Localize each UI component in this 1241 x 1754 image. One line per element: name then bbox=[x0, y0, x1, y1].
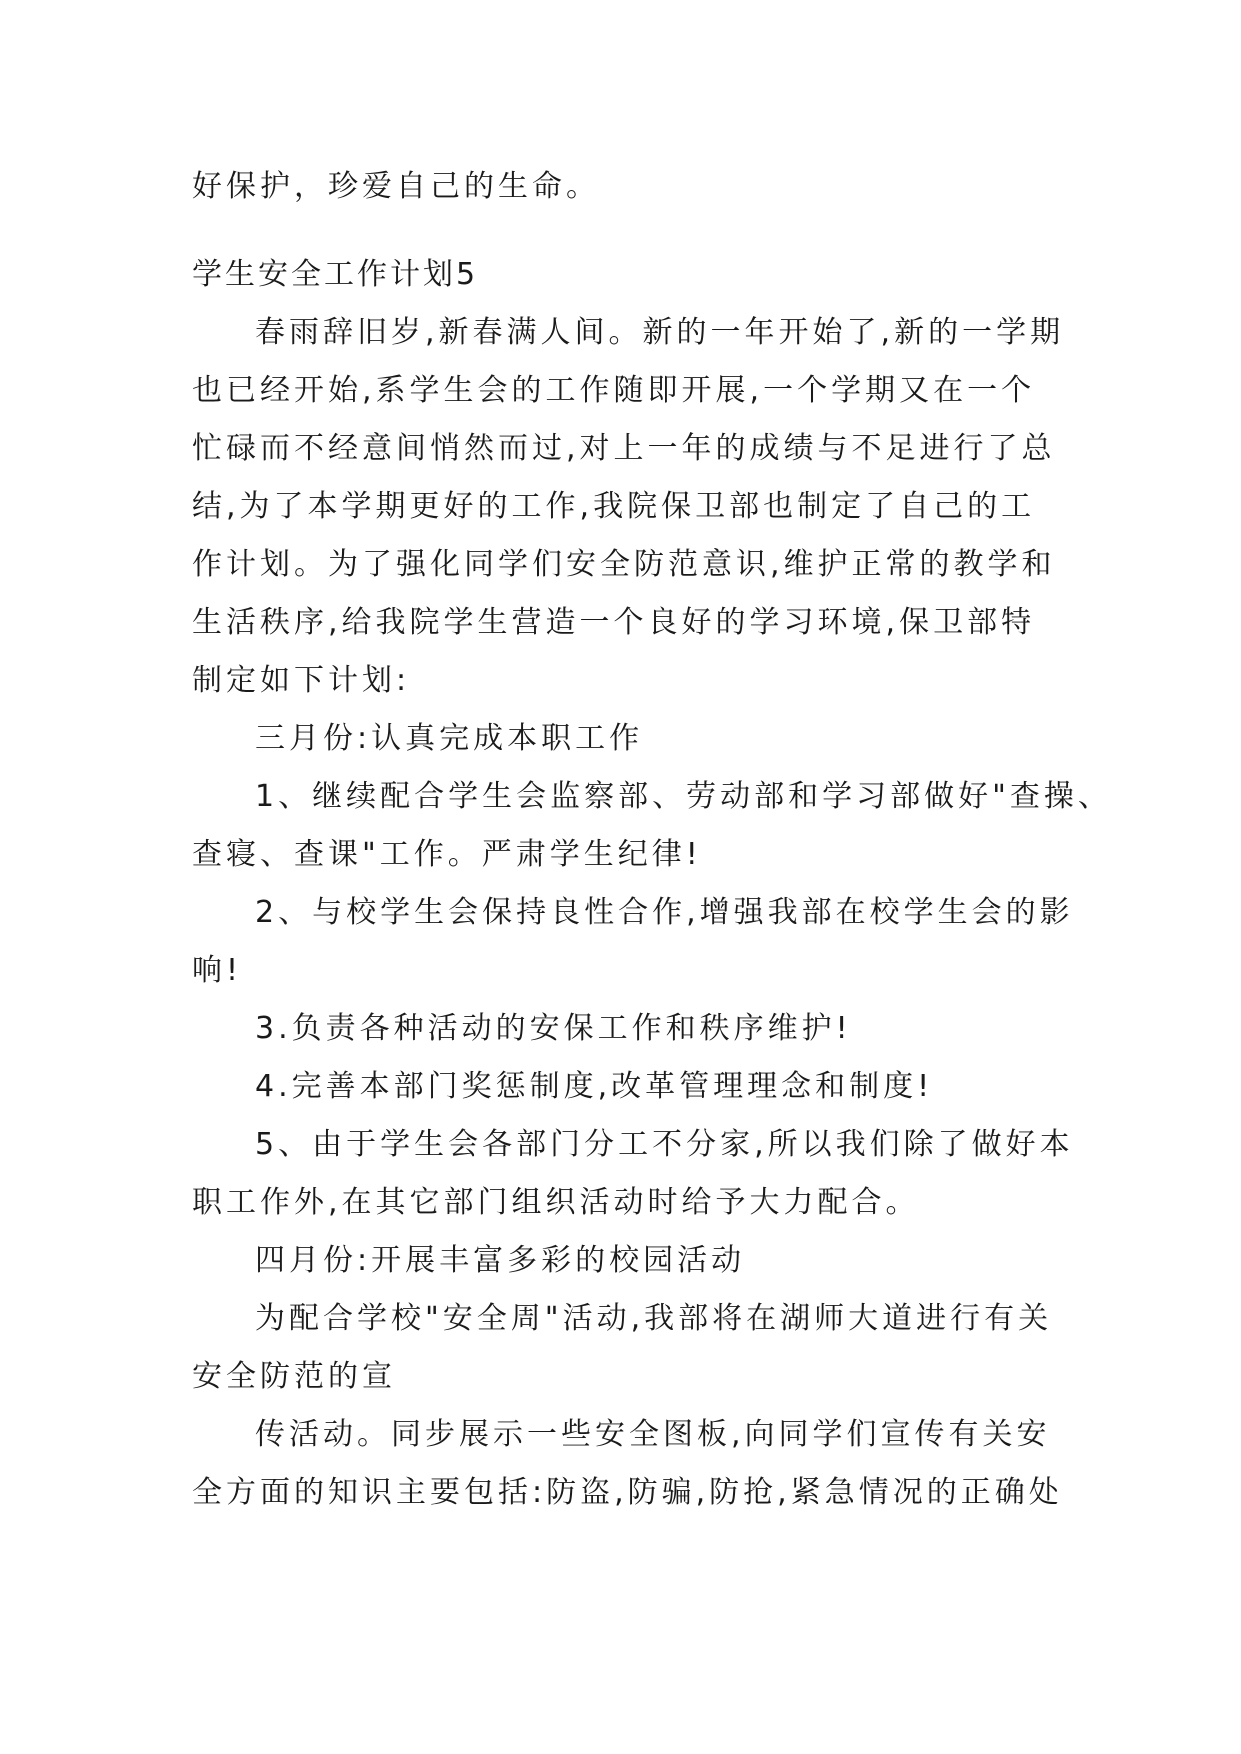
subheading-april: 四月份:开展丰富多彩的校园活动 bbox=[255, 1243, 746, 1278]
body-line: 也已经开始,系学生会的工作随即开展,一个学期又在一个 bbox=[192, 373, 1036, 408]
body-line: 查寝、查课"工作。严肃学生纪律! bbox=[192, 837, 702, 872]
body-line: 制定如下计划: bbox=[192, 663, 411, 698]
list-item: 5、由于学生会各部门分工不分家,所以我们除了做好本 bbox=[255, 1127, 1074, 1162]
body-line: 忙碌而不经意间悄然而过,对上一年的成绩与不足进行了总 bbox=[192, 431, 1056, 466]
body-line: 传活动。同步展示一些安全图板,向同学们宣传有关安 bbox=[255, 1417, 1051, 1452]
body-line: 春雨辞旧岁,新春满人间。新的一年开始了,新的一学期 bbox=[255, 315, 1065, 350]
body-line: 作计划。为了强化同学们安全防范意识,维护正常的教学和 bbox=[192, 547, 1056, 582]
body-line: 响! bbox=[192, 953, 243, 988]
list-item: 1、继续配合学生会监察部、劳动部和学习部做好"查操、 bbox=[255, 779, 1112, 814]
body-line: 安全防范的宣 bbox=[192, 1359, 396, 1394]
body-line: 全方面的知识主要包括:防盗,防骗,防抢,紧急情况的正确处 bbox=[192, 1475, 1063, 1510]
section-title: 学生安全工作计划5 bbox=[192, 257, 479, 292]
list-item: 2、与校学生会保持良性合作,增强我部在校学生会的影 bbox=[255, 895, 1074, 930]
body-line: 结,为了本学期更好的工作,我院保卫部也制定了自己的工 bbox=[192, 489, 1036, 524]
body-line: 生活秩序,给我院学生营造一个良好的学习环境,保卫部特 bbox=[192, 605, 1036, 640]
body-line: 好保护，珍爱自己的生命。 bbox=[192, 169, 600, 204]
body-line: 职工作外,在其它部门组织活动时给予大力配合。 bbox=[192, 1185, 920, 1220]
subheading-march: 三月份:认真完成本职工作 bbox=[255, 721, 644, 756]
paragraph-gap bbox=[192, 216, 1052, 246]
document-body bbox=[192, 158, 1112, 1522]
list-item: 3.负责各种活动的安保工作和秩序维护! bbox=[255, 1011, 852, 1046]
body-line: 为配合学校"安全周"活动,我部将在湖师大道进行有关 bbox=[255, 1301, 1053, 1336]
list-item: 4.完善本部门奖惩制度,改革管理理念和制度! bbox=[255, 1069, 934, 1104]
